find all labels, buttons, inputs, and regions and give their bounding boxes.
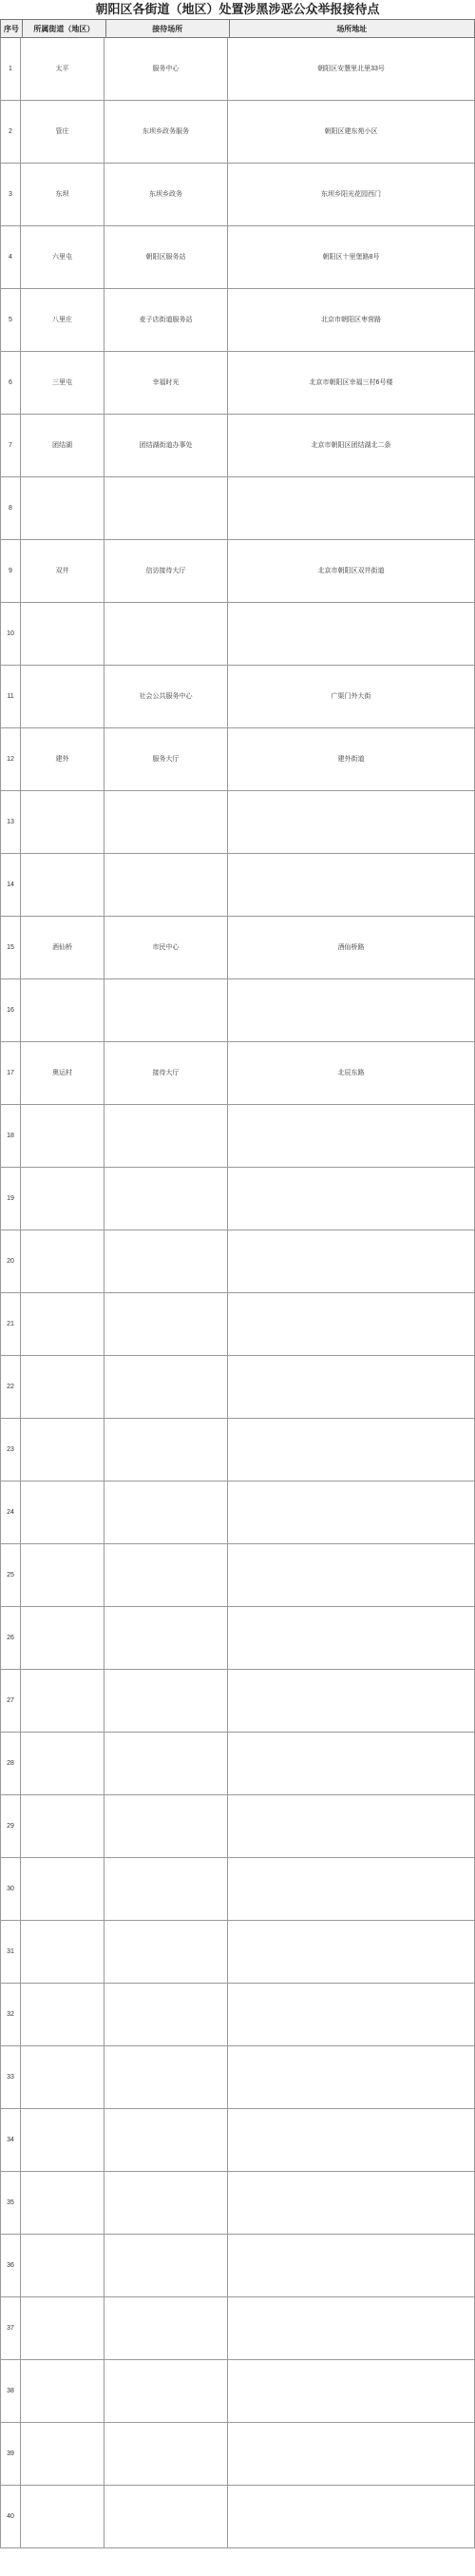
row-district: 团结湖 bbox=[21, 415, 104, 477]
row-index: 30 bbox=[0, 1858, 21, 1921]
table-row bbox=[0, 1858, 475, 1921]
row-address bbox=[228, 2486, 475, 2548]
table-row bbox=[0, 1293, 475, 1356]
row-address bbox=[228, 1921, 475, 1984]
table-row bbox=[0, 666, 475, 728]
row-venue bbox=[104, 2423, 228, 2486]
table-row bbox=[0, 917, 475, 979]
table-row bbox=[0, 2172, 475, 2235]
row-venue: 接待大厅 bbox=[104, 1042, 228, 1105]
row-address: 北京市朝阳区枣营路 bbox=[228, 289, 475, 352]
row-venue bbox=[104, 1921, 228, 1984]
table-row bbox=[0, 1419, 475, 1482]
row-venue bbox=[104, 1544, 228, 1607]
row-venue bbox=[104, 1984, 228, 2046]
row-venue bbox=[104, 2046, 228, 2109]
row-index: 39 bbox=[0, 2423, 21, 2486]
row-index: 15 bbox=[0, 917, 21, 979]
row-index: 21 bbox=[0, 1293, 21, 1356]
row-address bbox=[228, 2235, 475, 2297]
row-index: 19 bbox=[0, 1168, 21, 1230]
row-district bbox=[21, 1293, 104, 1356]
row-address bbox=[228, 2360, 475, 2423]
row-venue bbox=[104, 2109, 228, 2172]
row-address bbox=[228, 854, 475, 917]
row-district bbox=[21, 1419, 104, 1482]
row-venue: 幸福时光 bbox=[104, 352, 228, 415]
table-row bbox=[0, 1356, 475, 1419]
row-address bbox=[228, 1607, 475, 1670]
row-venue bbox=[104, 854, 228, 917]
table-row bbox=[0, 1482, 475, 1544]
row-district bbox=[21, 2423, 104, 2486]
row-index: 36 bbox=[0, 2235, 21, 2297]
row-venue: 麦子店街道服务站 bbox=[104, 289, 228, 352]
row-district bbox=[21, 603, 104, 666]
row-venue bbox=[104, 1795, 228, 1858]
table-row bbox=[0, 164, 475, 226]
row-address bbox=[228, 1105, 475, 1168]
table-row bbox=[0, 1670, 475, 1733]
row-index: 14 bbox=[0, 854, 21, 917]
row-index: 33 bbox=[0, 2046, 21, 2109]
row-address bbox=[228, 2297, 475, 2360]
table-row bbox=[0, 415, 475, 477]
row-address bbox=[228, 791, 475, 854]
table-row bbox=[0, 1607, 475, 1670]
table-row bbox=[0, 1168, 475, 1230]
row-index: 12 bbox=[0, 728, 21, 791]
table-row bbox=[0, 1105, 475, 1168]
row-district: 酒仙桥 bbox=[21, 917, 104, 979]
row-address: 北京市朝阳区双井街道 bbox=[228, 540, 475, 603]
row-address bbox=[228, 1168, 475, 1230]
row-index: 16 bbox=[0, 979, 21, 1042]
row-venue bbox=[104, 603, 228, 666]
row-venue bbox=[104, 1356, 228, 1419]
row-address bbox=[228, 1419, 475, 1482]
row-venue bbox=[104, 791, 228, 854]
row-district bbox=[21, 1105, 104, 1168]
row-venue bbox=[104, 1482, 228, 1544]
table-row bbox=[0, 2046, 475, 2109]
row-address bbox=[228, 1733, 475, 1795]
row-index: 9 bbox=[0, 540, 21, 603]
row-index: 37 bbox=[0, 2297, 21, 2360]
row-district: 东坝 bbox=[21, 164, 104, 226]
row-district bbox=[21, 1670, 104, 1733]
row-district bbox=[21, 1858, 104, 1921]
row-venue bbox=[104, 979, 228, 1042]
row-district bbox=[21, 2172, 104, 2235]
table-row bbox=[0, 2360, 475, 2423]
row-address: 北辰东路 bbox=[228, 1042, 475, 1105]
row-venue bbox=[104, 2235, 228, 2297]
row-district bbox=[21, 1795, 104, 1858]
row-index: 7 bbox=[0, 415, 21, 477]
table-row bbox=[0, 2235, 475, 2297]
row-index: 26 bbox=[0, 1607, 21, 1670]
table-row bbox=[0, 2423, 475, 2486]
row-index: 24 bbox=[0, 1482, 21, 1544]
row-index: 2 bbox=[0, 101, 21, 164]
header-index: 序号 bbox=[0, 20, 23, 37]
row-district: 奥运村 bbox=[21, 1042, 104, 1105]
row-index: 4 bbox=[0, 226, 21, 289]
row-district: 管庄 bbox=[21, 101, 104, 164]
row-district bbox=[21, 1482, 104, 1544]
row-district bbox=[21, 1230, 104, 1293]
row-address bbox=[228, 1670, 475, 1733]
row-venue bbox=[104, 1858, 228, 1921]
row-venue: 朝阳区服务站 bbox=[104, 226, 228, 289]
row-address: 广渠门外大街 bbox=[228, 666, 475, 728]
header-district: 所属街道（地区） bbox=[23, 20, 106, 37]
row-index: 11 bbox=[0, 666, 21, 728]
table-row bbox=[0, 979, 475, 1042]
row-district bbox=[21, 854, 104, 917]
row-district bbox=[21, 2360, 104, 2423]
row-address bbox=[228, 2172, 475, 2235]
row-district: 太平 bbox=[21, 38, 104, 101]
row-address bbox=[228, 1858, 475, 1921]
row-index: 1 bbox=[0, 38, 21, 101]
table-row bbox=[0, 226, 475, 289]
row-venue bbox=[104, 477, 228, 540]
row-district bbox=[21, 791, 104, 854]
row-district bbox=[21, 979, 104, 1042]
row-index: 31 bbox=[0, 1921, 21, 1984]
row-venue bbox=[104, 1419, 228, 1482]
header-address: 场所地址 bbox=[230, 20, 475, 37]
table-row bbox=[0, 101, 475, 164]
row-index: 32 bbox=[0, 1984, 21, 2046]
row-address bbox=[228, 1230, 475, 1293]
row-venue bbox=[104, 1293, 228, 1356]
row-index: 34 bbox=[0, 2109, 21, 2172]
row-district bbox=[21, 2046, 104, 2109]
row-district bbox=[21, 2297, 104, 2360]
row-index: 35 bbox=[0, 2172, 21, 2235]
row-venue: 东坝乡政务服务 bbox=[104, 101, 228, 164]
table-body bbox=[0, 38, 475, 2548]
row-district bbox=[21, 1984, 104, 2046]
table-row bbox=[0, 1042, 475, 1105]
row-district: 六里屯 bbox=[21, 226, 104, 289]
row-index: 23 bbox=[0, 1419, 21, 1482]
row-venue bbox=[104, 1230, 228, 1293]
row-district bbox=[21, 1733, 104, 1795]
row-address bbox=[228, 979, 475, 1042]
row-district: 八里庄 bbox=[21, 289, 104, 352]
row-address bbox=[228, 2423, 475, 2486]
row-venue bbox=[104, 1670, 228, 1733]
row-district bbox=[21, 1607, 104, 1670]
row-venue bbox=[104, 1168, 228, 1230]
row-venue bbox=[104, 2486, 228, 2548]
row-index: 27 bbox=[0, 1670, 21, 1733]
header-venue: 接待场所 bbox=[106, 20, 230, 37]
row-venue bbox=[104, 2297, 228, 2360]
table-row bbox=[0, 2486, 475, 2548]
table-header bbox=[0, 19, 475, 38]
row-district bbox=[21, 2486, 104, 2548]
table-row bbox=[0, 1544, 475, 1607]
row-district: 三里屯 bbox=[21, 352, 104, 415]
row-index: 40 bbox=[0, 2486, 21, 2548]
table-row bbox=[0, 603, 475, 666]
row-venue: 信访接待大厅 bbox=[104, 540, 228, 603]
row-index: 6 bbox=[0, 352, 21, 415]
table-row bbox=[0, 477, 475, 540]
row-address: 北京市朝阳区幸福三村6号楼 bbox=[228, 352, 475, 415]
table-row bbox=[0, 791, 475, 854]
row-address: 建外街道 bbox=[228, 728, 475, 791]
row-index: 20 bbox=[0, 1230, 21, 1293]
row-address bbox=[228, 603, 475, 666]
row-address bbox=[228, 1795, 475, 1858]
row-address bbox=[228, 1356, 475, 1419]
document-title: 朝阳区各街道（地区）处置涉黑涉恶公众举报接待点 bbox=[95, 2, 380, 16]
row-index: 22 bbox=[0, 1356, 21, 1419]
table-row bbox=[0, 2297, 475, 2360]
row-district bbox=[21, 2235, 104, 2297]
row-venue bbox=[104, 1607, 228, 1670]
table-row bbox=[0, 289, 475, 352]
row-index: 5 bbox=[0, 289, 21, 352]
row-address bbox=[228, 1544, 475, 1607]
row-district bbox=[21, 1168, 104, 1230]
row-address bbox=[228, 1984, 475, 2046]
row-index: 38 bbox=[0, 2360, 21, 2423]
row-address: 酒仙桥路 bbox=[228, 917, 475, 979]
row-venue: 团结湖街道办事处 bbox=[104, 415, 228, 477]
row-district bbox=[21, 2109, 104, 2172]
row-address: 朝阳区安慧里北里33号 bbox=[228, 38, 475, 101]
row-address bbox=[228, 2109, 475, 2172]
table-row bbox=[0, 1984, 475, 2046]
table-row bbox=[0, 540, 475, 603]
row-district: 双井 bbox=[21, 540, 104, 603]
row-district: 建外 bbox=[21, 728, 104, 791]
row-index: 13 bbox=[0, 791, 21, 854]
table-row bbox=[0, 1795, 475, 1858]
row-district bbox=[21, 1921, 104, 1984]
row-venue bbox=[104, 2360, 228, 2423]
row-address bbox=[228, 2046, 475, 2109]
row-venue bbox=[104, 1733, 228, 1795]
table-row bbox=[0, 1921, 475, 1984]
table-row bbox=[0, 352, 475, 415]
row-venue: 服务中心 bbox=[104, 38, 228, 101]
row-district bbox=[21, 1544, 104, 1607]
row-address: 北京市朝阳区团结湖北二条 bbox=[228, 415, 475, 477]
table-row bbox=[0, 38, 475, 101]
row-index: 3 bbox=[0, 164, 21, 226]
row-address: 朝阳区十里堡路8号 bbox=[228, 226, 475, 289]
row-address: 朝阳区建东苑小区 bbox=[228, 101, 475, 164]
row-index: 29 bbox=[0, 1795, 21, 1858]
row-venue: 服务大厅 bbox=[104, 728, 228, 791]
row-venue bbox=[104, 2172, 228, 2235]
table-row bbox=[0, 1230, 475, 1293]
row-index: 18 bbox=[0, 1105, 21, 1168]
table-row bbox=[0, 854, 475, 917]
row-venue: 社会公共服务中心 bbox=[104, 666, 228, 728]
row-district bbox=[21, 666, 104, 728]
row-venue: 市民中心 bbox=[104, 917, 228, 979]
row-index: 8 bbox=[0, 477, 21, 540]
row-index: 28 bbox=[0, 1733, 21, 1795]
row-index: 17 bbox=[0, 1042, 21, 1105]
row-address: 东坝乡阳光花园西门 bbox=[228, 164, 475, 226]
row-index: 25 bbox=[0, 1544, 21, 1607]
table-row bbox=[0, 728, 475, 791]
table-row bbox=[0, 1733, 475, 1795]
row-index: 10 bbox=[0, 603, 21, 666]
row-venue bbox=[104, 1105, 228, 1168]
row-address bbox=[228, 477, 475, 540]
row-address bbox=[228, 1293, 475, 1356]
table-row bbox=[0, 2109, 475, 2172]
row-address bbox=[228, 1482, 475, 1544]
row-venue: 东坝乡政务 bbox=[104, 164, 228, 226]
row-district bbox=[21, 477, 104, 540]
row-district bbox=[21, 1356, 104, 1419]
